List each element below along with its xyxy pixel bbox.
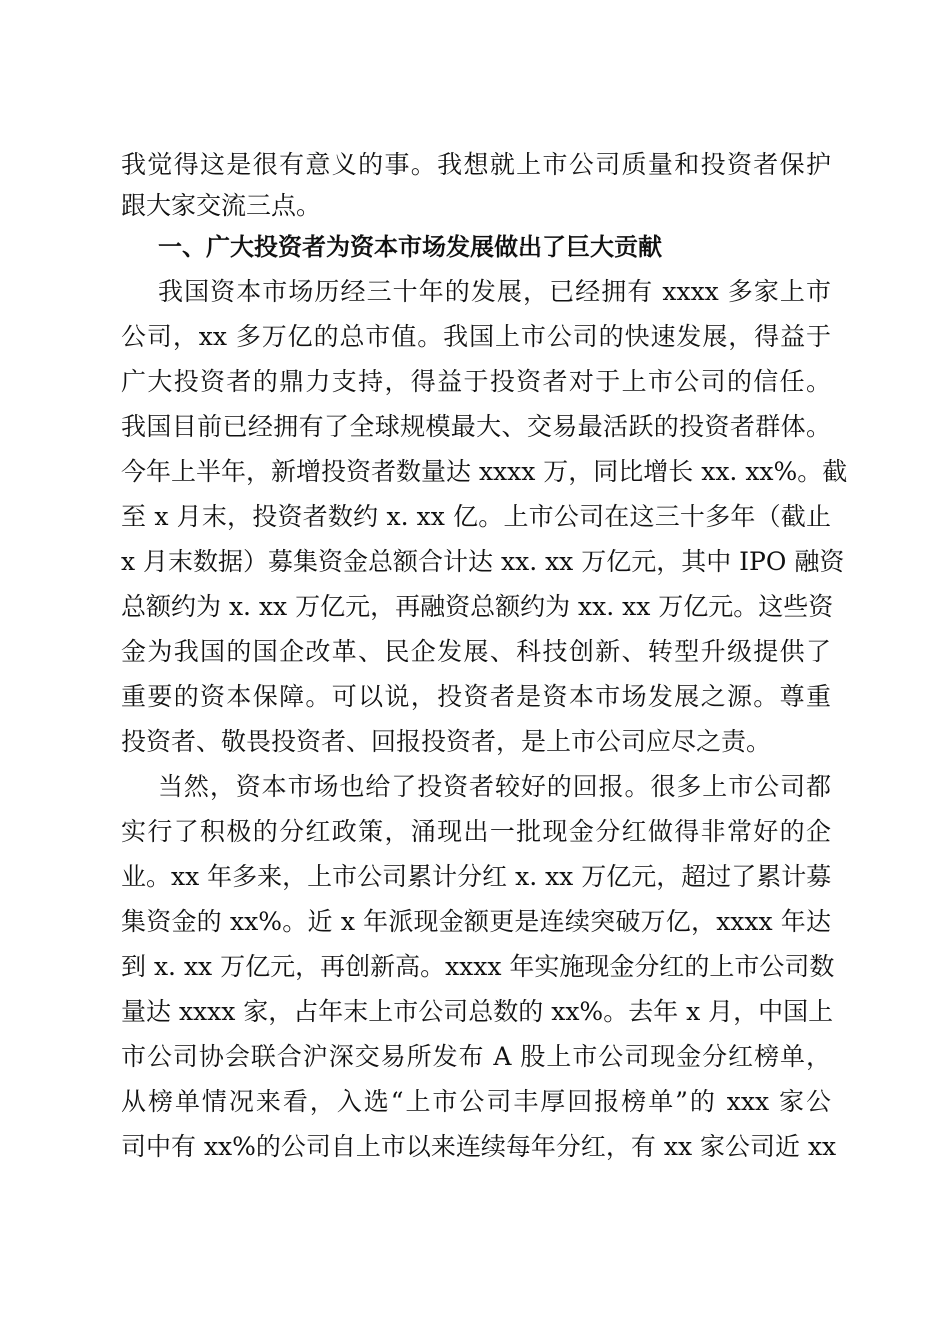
paragraph2-line-6: 量达 xxxx 家，占年末上市公司总数的 xx%。去年 x 月，中国上 [121, 997, 834, 1026]
paragraph2-line-1: 当然，资本市场也给了投资者较好的回报。很多上市公司都 [158, 772, 831, 801]
paragraph2-line-7: 市公司协会联合沪深交易所发布 A 股上市公司现金分红榜单， [121, 1042, 831, 1071]
paragraph1-line-6: 至 x 月末，投资者数约 x. xx 亿。上市公司在这三十多年（截止 [121, 502, 831, 531]
paragraph1-line-1: 我国资本市场历经三十年的发展，已经拥有 xxxx 多家上市 [158, 277, 831, 306]
intro-line-2: 跟大家交流三点。 [121, 191, 322, 220]
paragraph1-line-2: 公司，xx 多万亿的总市值。我国上市公司的快速发展，得益于 [121, 322, 831, 351]
paragraph1-line-10: 重要的资本保障。可以说，投资者是资本市场发展之源。尊重 [121, 682, 831, 711]
paragraph2-line-5: 到 x. xx 万亿元，再创新高。xxxx 年实施现金分红的上市公司数 [121, 952, 835, 981]
paragraph2-line-8: 从榜单情况来看，入选“上市公司丰厚回报榜单”的 xxx 家公 [121, 1087, 831, 1116]
paragraph2-line-3: 业。xx 年多来，上市公司累计分红 x. xx 万亿元，超过了累计募 [121, 862, 832, 891]
paragraph1-line-3: 广大投资者的鼎力支持，得益于投资者对于上市公司的信任。 [121, 367, 831, 396]
paragraph1-line-11: 投资者、敬畏投资者、回报投资者，是上市公司应尽之责。 [121, 727, 772, 756]
paragraph1-line-7: x 月末数据）募集资金总额合计达 xx. xx 万亿元，其中 IPO 融资 [121, 547, 845, 576]
intro-line-1: 我觉得这是很有意义的事。我想就上市公司质量和投资者保护 [121, 150, 831, 179]
section-heading: 一、广大投资者为资本市场发展做出了巨大贡献 [158, 233, 662, 261]
paragraph2-line-9: 司中有 xx%的公司自上市以来连续每年分红，有 xx 家公司近 xx [121, 1132, 837, 1161]
paragraph2-line-2: 实行了积极的分红政策，涌现出一批现金分红做得非常好的企 [121, 817, 831, 846]
paragraph1-line-5: 今年上半年，新增投资者数量达 xxxx 万，同比增长 xx. xx%。截 [121, 457, 848, 486]
paragraph1-line-8: 总额约为 x. xx 万亿元，再融资总额约为 xx. xx 万亿元。这些资 [121, 592, 834, 621]
paragraph1-line-4: 我国目前已经拥有了全球规模最大、交易最活跃的投资者群体。 [121, 412, 831, 441]
paragraph1-line-9: 金为我国的国企改革、民企发展、科技创新、转型升级提供了 [121, 637, 831, 666]
paragraph2-line-4: 集资金的 xx%。近 x 年派现金额更是连续突破万亿，xxxx 年达 [121, 907, 831, 936]
